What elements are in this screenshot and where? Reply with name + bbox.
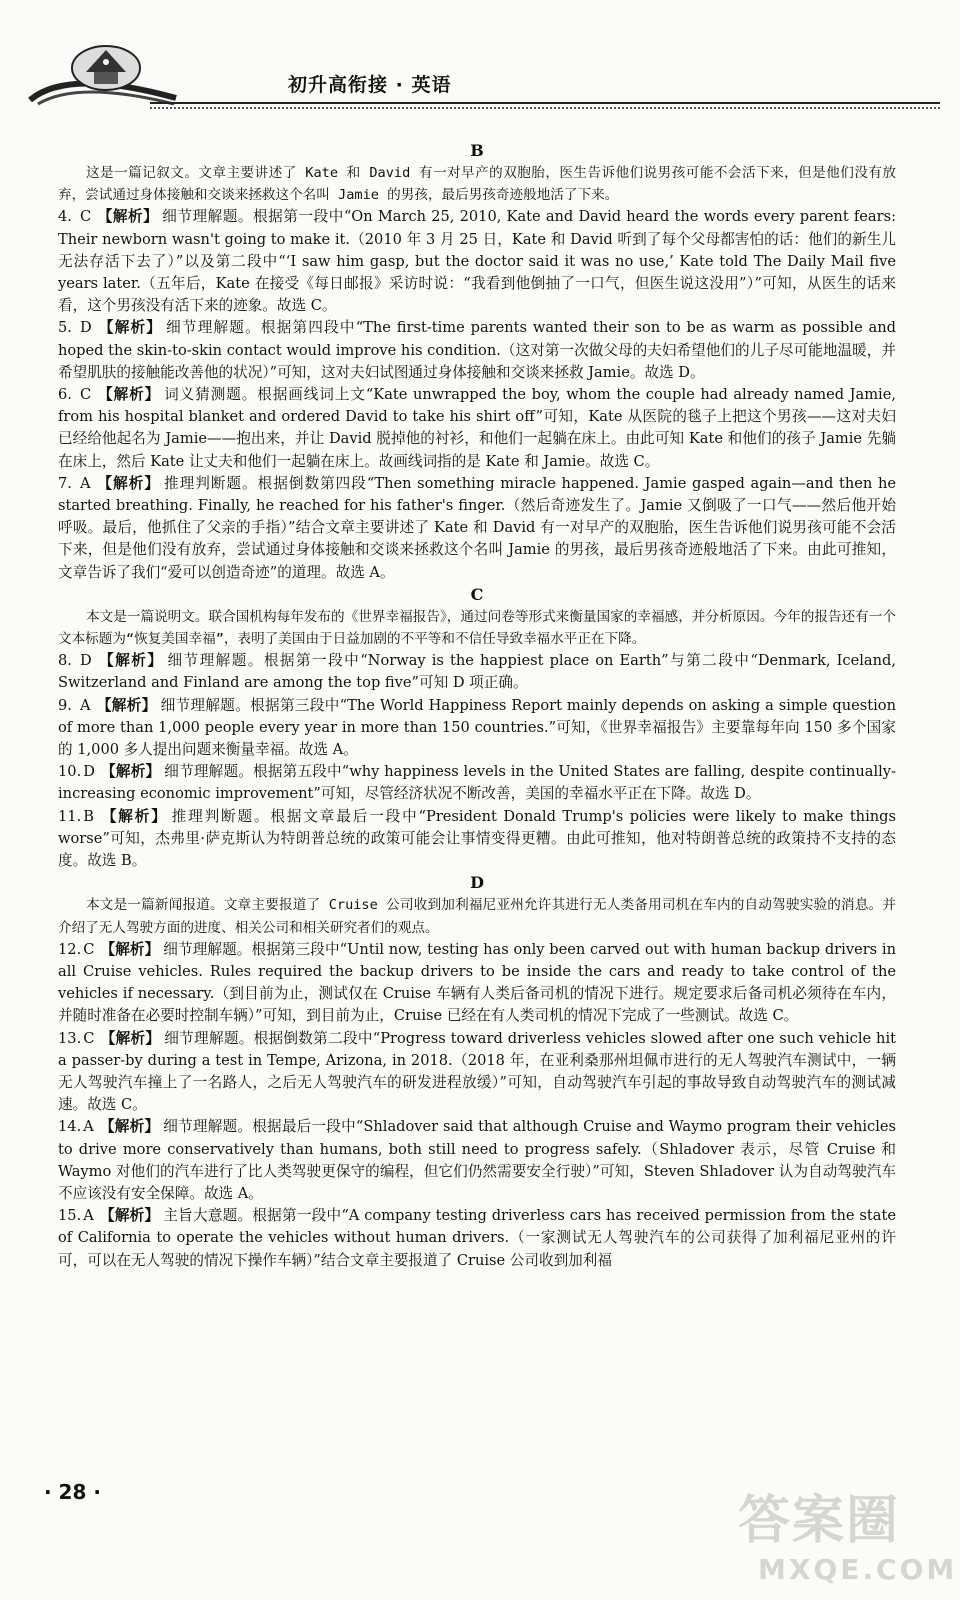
answer-letter: A — [80, 474, 91, 492]
analysis-text: 细节理解题。根据第五段中“why happiness levels in the United States are falling, despite continually-increasing economic improvement”可知，尽管经济状况不断改善，美国的幸福水平正在下降。故选 D。 — [58, 763, 896, 803]
question-number: 12. — [58, 940, 82, 958]
answer-item — [58, 939, 896, 1028]
book-title: 初升高衔接 · 英语 — [288, 74, 452, 96]
answer-letter: C — [83, 940, 95, 958]
question-number: 11. — [58, 807, 82, 825]
question-number: 9. — [58, 696, 72, 714]
analysis-text: 细节理解题。根据第一段中“On March 25, 2010, Kate and David heard the words every parent fears: Their newborn wasn't going to make it.（2010 年 3 月 25 日，Kate 和 David 听到了每个父母都害怕的话：他们的新生儿无法存活下去了）”以及第二段中“‘I saw him gasp, but the doctor said it was no use,’ Kate told The Daily Mail five years later.（五年后，Kate 在接受《每日邮报》采访时说：“我看到他倒抽了一口气，但医生说这没用”）”可知，从医生的话来看，这个男孩没有活下来的迹象。故选 C。 — [58, 208, 896, 315]
answer-item — [58, 1205, 896, 1272]
section-summary: 本文是一篇说明文。联合国机构每年发布的《世界幸福报告》，通过问卷等形式来衡量国家的幸福感，并分析原因。今年的报告还有一个文本标题为“恢复美国幸福”，表明了美国由于日益加剧的不平等和不信任导致幸福水平正在下降。 — [58, 608, 896, 648]
analysis-text: 推理判断题。根据倒数第四段“Then something miracle happened. Jamie gasped again—and then he started breathing. Finally, he reached for his father's finger.（然后奇迹发生了。Jamie 又倒吸了一口气——然后他开始呼吸。最后，他抓住了父亲的手指）”结合文章主要讲述了 Kate 和 David 有一对早产的双胞胎，医生告诉他们说男孩可能不会活下来，但是他们没有放弃，尝试通过身体接触和交谈来拯救这个名叫 Jamie 的男孩，最后男孩奇迹般地活了下来。由此可推知，文章告诉了我们“爱可以创造奇迹”的道理。故选 A。 — [58, 474, 896, 581]
publisher-logo-icon — [28, 38, 178, 108]
analysis-tag: 【解析】 — [97, 208, 159, 226]
question-number: 15. — [58, 1207, 82, 1225]
analysis-text: 细节理解题。根据第三段中“Until now, testing has only been carved out with human backup drivers in all Cruise vehicles. Rules required the backup drivers to be inside the cars and ready to take control of the vehicles if necessary.（到目前为止，测试仅在 Cruise 车辆有人类后备司机的情况下进行。规定要求后备司机必须待在车内，并随时准备在必要时控制车辆）”可知，到目前为止，Cruise 已经在有人类司机的情况下完成了一些测试。故选 C。 — [58, 940, 896, 1025]
question-number: 6. — [58, 386, 72, 404]
analysis-tag: 【解析】 — [99, 1118, 160, 1136]
answer-letter: A — [83, 1207, 94, 1225]
analysis-text: 细节理解题。根据第四段中“The first-time parents wanted their son to be as warm as possible and hoped the skin-to-skin contact would improve his condition.（这对第一次做父母的夫妇希望他们的儿子尽可能地温暖，并希望肌肤的接触能改善他的状况）”可知，这对夫妇试图通过身体接触和交谈来拯救 Jamie。故选 D。 — [58, 319, 896, 381]
watermark-url: MXQE.COM — [758, 1553, 958, 1586]
page-header — [0, 0, 960, 150]
answer-letter: C — [80, 208, 92, 226]
analysis-text: 细节理解题。根据最后一段中“Shladover said that although Cruise and Waymo program their vehicles to drive more conservatively than humans, both still need to progress safely.（Shladover 表示，尽管 Cruise 和 Waymo 对他们的汽车进行了比人类驾驶更保守的编程，但它们仍然需要安全行驶）”可知，Steven Shladover 认为自动驾驶汽车不应该没有安全保障。故选 A。 — [58, 1118, 896, 1202]
answer-letter: A — [83, 1118, 94, 1136]
answer-item — [58, 806, 896, 873]
question-number: 8. — [58, 652, 72, 670]
header-rule — [150, 102, 940, 104]
section-summary: 这是一篇记叙文。文章主要讲述了 Kate 和 David 有一对早产的双胞胎，医生告诉他们说男孩可能不会活下来，但是他们没有放弃，尝试通过身体接触和交谈来拯救这个名叫 Jamie 的男孩，最后男孩奇迹般地活了下来。 — [58, 165, 896, 204]
answer-letter: A — [80, 696, 91, 714]
page-number: · 28 · — [44, 1480, 101, 1504]
answer-explanations — [58, 140, 896, 1272]
analysis-tag: 【解析】 — [100, 1029, 161, 1047]
analysis-tag: 【解析】 — [96, 474, 160, 492]
watermark-logo: 答案圈 — [738, 1491, 901, 1551]
analysis-tag: 【解析】 — [97, 386, 161, 404]
header-dotted-rule — [150, 107, 940, 109]
watermark — [738, 1478, 958, 1598]
analysis-tag: 【解析】 — [100, 763, 161, 781]
analysis-tag: 【解析】 — [100, 940, 160, 958]
section-letter: D — [470, 873, 484, 893]
question-number: 4. — [58, 208, 72, 226]
analysis-text: 细节理解题。根据第一段中“Norway is the happiest place on Earth”与第二段中“Denmark, Iceland, Switzerland and Finland are among the top five”可知 D 项正确。 — [58, 652, 896, 692]
analysis-text: 主旨大意题。根据第一段中“A company testing driverless cars has received permission from the state of California to operate the vehicles without human drivers.（一家测试无人驾驶汽车的公司获得了加利福尼亚州的许可，可以在无人驾驶的情况下操作车辆）”结合文章主要报道了 Cruise 公司收到加利福 — [58, 1207, 896, 1269]
answer-item — [58, 473, 896, 584]
answer-item — [58, 384, 896, 473]
answer-letter: D — [80, 319, 92, 337]
analysis-text: 细节理解题。根据第三段中“The World Happiness Report mainly depends on asking a simple question of more than 1,000 people every year in more than 150 countries.”可知，《世界幸福报告》主要靠每年向 150 多个国家的 1,000 多人提出问题来衡量幸福。故选 A。 — [58, 696, 896, 759]
answer-item — [58, 317, 896, 384]
answer-item — [58, 1116, 896, 1205]
analysis-text: 推理判断题。根据文章最后一段中“President Donald Trump's policies were likely to make things worse”可知，杰弗里·萨克斯认为特朗普总统的政策可能会让事情变得更糟。由此可推知，他对特朗普总统的政策持不支持的态度。故选 B。 — [58, 807, 896, 870]
answer-letter: D — [80, 652, 92, 670]
answer-letter: B — [83, 807, 94, 825]
answer-item — [58, 695, 896, 762]
analysis-text: 细节理解题。根据倒数第二段中“Progress toward driverless vehicles slowed after one such vehicle hit a passer-by during a test in Tempe, Arizona, in 2018.（2018 年，在亚利桑那州坦佩市进行的无人驾驶汽车测试中，一辆无人驾驶汽车撞上了一名路人，之后无人驾驶汽车的研发进程放缓）”可知，自动驾驶汽车引起的事故导致自动驾驶汽车的测试减速。故选 C。 — [58, 1029, 896, 1114]
question-number: 7. — [58, 474, 72, 492]
answer-letter: C — [80, 386, 92, 404]
analysis-text: 词义猜测题。根据画线词上文“Kate unwrapped the boy, whom the couple had already named Jamie, from his hospital blanket and ordered David to take his shirt off”可知，Kate 从医院的毯子上把这个男孩——这对夫妇已经给他起名为 Jamie——抱出来，并让 David 脱掉他的衬衫，和他们一起躺在床上。由此可知 Kate 和他们的孩子 Jamie 先躺在床上，然后 Kate 让丈夫和他们一起躺在床上。故画线词指的是 Kate 和 Jamie。故选 C。 — [58, 386, 896, 470]
analysis-tag: 【解析】 — [96, 696, 157, 714]
answer-item — [58, 206, 896, 317]
answer-letter: C — [83, 1029, 95, 1047]
analysis-tag: 【解析】 — [99, 807, 168, 825]
analysis-tag: 【解析】 — [97, 319, 163, 337]
analysis-tag: 【解析】 — [97, 652, 164, 670]
question-number: 14. — [58, 1118, 82, 1136]
section-letter: C — [470, 584, 484, 604]
section-summary: 本文是一篇新闻报道。文章主要报道了 Cruise 公司收到加利福尼亚州允许其进行无人类备用司机在车内的自动驾驶实验的消息。并介绍了无人驾驶方面的进度、相关公司和相关研究者们的观点。 — [58, 897, 896, 936]
analysis-tag: 【解析】 — [99, 1207, 160, 1225]
question-number: 10. — [58, 763, 82, 781]
answer-item — [58, 761, 896, 805]
answer-letter: D — [83, 763, 95, 781]
answer-item — [58, 1028, 896, 1117]
question-number: 13. — [58, 1029, 82, 1047]
question-number: 5. — [58, 319, 72, 337]
section-letter: B — [470, 141, 484, 160]
answer-item — [58, 650, 896, 694]
